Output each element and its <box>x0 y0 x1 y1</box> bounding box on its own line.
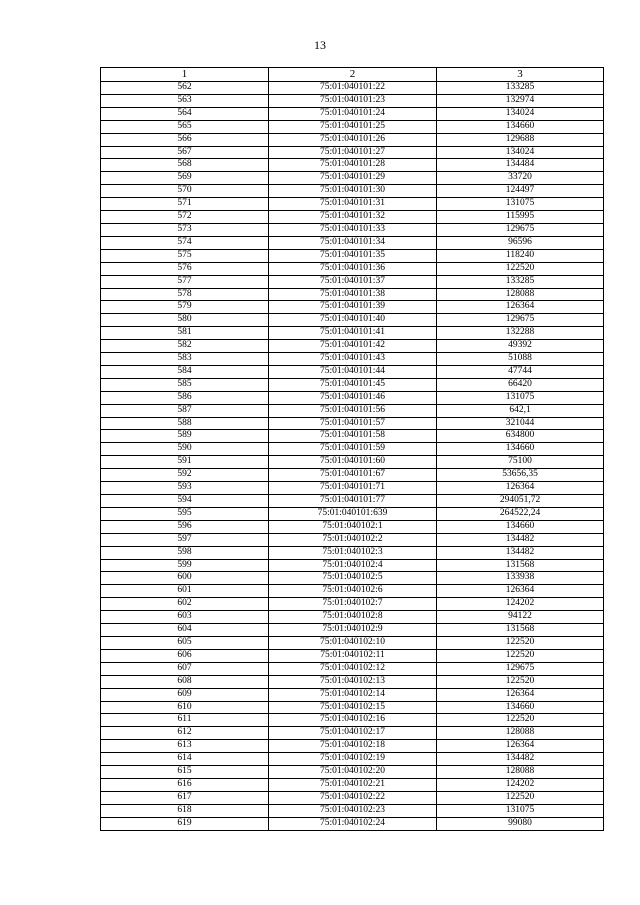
cadastral-number-cell: 75:01:040101:30 <box>269 185 437 198</box>
cadastral-number-cell: 75:01:040102:18 <box>269 740 437 753</box>
value-cell: 122520 <box>437 636 604 649</box>
table-row <box>101 469 604 482</box>
row-number-cell: 613 <box>101 740 269 753</box>
value-cell: 53656,35 <box>437 469 604 482</box>
cadastral-number-cell: 75:01:040101:33 <box>269 223 437 236</box>
table-row <box>101 649 604 662</box>
table-row <box>101 456 604 469</box>
table-row <box>101 185 604 198</box>
table-row <box>101 275 604 288</box>
cadastral-number-cell: 75:01:040101:25 <box>269 120 437 133</box>
table-row <box>101 327 604 340</box>
row-number-cell: 588 <box>101 417 269 430</box>
cadastral-number-cell: 75:01:040102:15 <box>269 701 437 714</box>
cadastral-number-cell: 75:01:040101:26 <box>269 133 437 146</box>
value-cell: 129675 <box>437 662 604 675</box>
value-cell: 115995 <box>437 211 604 224</box>
table-row <box>101 727 604 740</box>
cadastral-number-cell: 75:01:040102:24 <box>269 817 437 830</box>
cadastral-number-cell: 75:01:040102:21 <box>269 778 437 791</box>
table-row <box>101 662 604 675</box>
cadastral-number-cell: 75:01:040102:19 <box>269 753 437 766</box>
value-cell: 294051,72 <box>437 495 604 508</box>
value-cell: 129675 <box>437 314 604 327</box>
row-number-cell: 586 <box>101 391 269 404</box>
value-cell: 66420 <box>437 378 604 391</box>
row-number-cell: 619 <box>101 817 269 830</box>
table-row <box>101 443 604 456</box>
row-number-cell: 567 <box>101 146 269 159</box>
row-number-cell: 562 <box>101 82 269 95</box>
table-row <box>101 546 604 559</box>
row-number-cell: 618 <box>101 804 269 817</box>
table-row <box>101 314 604 327</box>
row-number-cell: 605 <box>101 636 269 649</box>
cadastral-number-cell: 75:01:040102:10 <box>269 636 437 649</box>
row-number-cell: 617 <box>101 791 269 804</box>
value-cell: 132974 <box>437 94 604 107</box>
value-cell: 133938 <box>437 572 604 585</box>
table-row <box>101 701 604 714</box>
row-number-cell: 563 <box>101 94 269 107</box>
row-number-cell: 585 <box>101 378 269 391</box>
data-table <box>100 67 604 831</box>
table-row <box>101 585 604 598</box>
cadastral-number-cell: 75:01:040101:37 <box>269 275 437 288</box>
cadastral-number-cell: 75:01:040102:4 <box>269 559 437 572</box>
cadastral-number-cell: 75:01:040102:23 <box>269 804 437 817</box>
table-row <box>101 159 604 172</box>
value-cell: 75100 <box>437 456 604 469</box>
table-row <box>101 533 604 546</box>
value-cell: 134660 <box>437 520 604 533</box>
cadastral-number-cell: 75:01:040101:28 <box>269 159 437 172</box>
table-row <box>101 598 604 611</box>
table-row <box>101 340 604 353</box>
table-row <box>101 365 604 378</box>
row-number-cell: 573 <box>101 223 269 236</box>
table-row <box>101 482 604 495</box>
table-row <box>101 804 604 817</box>
table-row <box>101 417 604 430</box>
cadastral-number-cell: 75:01:040101:45 <box>269 378 437 391</box>
cadastral-number-cell: 75:01:040101:24 <box>269 107 437 120</box>
row-number-cell: 582 <box>101 340 269 353</box>
table-body <box>101 82 604 831</box>
table-row <box>101 688 604 701</box>
table-row <box>101 236 604 249</box>
value-cell: 96596 <box>437 236 604 249</box>
row-number-cell: 583 <box>101 353 269 366</box>
value-cell: 131075 <box>437 391 604 404</box>
cadastral-number-cell: 75:01:040102:1 <box>269 520 437 533</box>
value-cell: 134024 <box>437 107 604 120</box>
cadastral-number-cell: 75:01:040101:77 <box>269 495 437 508</box>
cadastral-number-cell: 75:01:040101:34 <box>269 236 437 249</box>
row-number-cell: 574 <box>101 236 269 249</box>
table-row <box>101 223 604 236</box>
table-row <box>101 636 604 649</box>
value-cell: 134482 <box>437 533 604 546</box>
cadastral-number-cell: 75:01:040102:16 <box>269 714 437 727</box>
value-cell: 133285 <box>437 82 604 95</box>
row-number-cell: 602 <box>101 598 269 611</box>
row-number-cell: 572 <box>101 211 269 224</box>
cadastral-number-cell: 75:01:040102:3 <box>269 546 437 559</box>
value-cell: 128088 <box>437 727 604 740</box>
row-number-cell: 576 <box>101 262 269 275</box>
value-cell: 128088 <box>437 766 604 779</box>
value-cell: 133285 <box>437 275 604 288</box>
table-row <box>101 520 604 533</box>
value-cell: 131075 <box>437 198 604 211</box>
value-cell: 122520 <box>437 649 604 662</box>
table-row <box>101 94 604 107</box>
value-cell: 122520 <box>437 675 604 688</box>
row-number-cell: 564 <box>101 107 269 120</box>
row-number-cell: 596 <box>101 520 269 533</box>
page-number: 13 <box>314 38 326 52</box>
row-number-cell: 565 <box>101 120 269 133</box>
value-cell: 134660 <box>437 120 604 133</box>
value-cell: 134660 <box>437 443 604 456</box>
value-cell: 134482 <box>437 546 604 559</box>
table-row <box>101 430 604 443</box>
table-row <box>101 817 604 830</box>
table-row <box>101 675 604 688</box>
cadastral-number-cell: 75:01:040101:44 <box>269 365 437 378</box>
row-number-cell: 593 <box>101 482 269 495</box>
cadastral-number-cell: 75:01:040101:29 <box>269 172 437 185</box>
row-number-cell: 589 <box>101 430 269 443</box>
row-number-cell: 575 <box>101 249 269 262</box>
cadastral-number-cell: 75:01:040101:27 <box>269 146 437 159</box>
table-row <box>101 249 604 262</box>
cadastral-number-cell: 75:01:040101:23 <box>269 94 437 107</box>
table-row <box>101 353 604 366</box>
cadastral-number-cell: 75:01:040101:40 <box>269 314 437 327</box>
row-number-cell: 571 <box>101 198 269 211</box>
table-row <box>101 611 604 624</box>
row-number-cell: 608 <box>101 675 269 688</box>
value-cell: 126364 <box>437 688 604 701</box>
row-number-cell: 595 <box>101 507 269 520</box>
cadastral-number-cell: 75:01:040102:2 <box>269 533 437 546</box>
value-cell: 49392 <box>437 340 604 353</box>
row-number-cell: 603 <box>101 611 269 624</box>
value-cell: 99080 <box>437 817 604 830</box>
row-number-cell: 612 <box>101 727 269 740</box>
row-number-cell: 590 <box>101 443 269 456</box>
row-number-cell: 600 <box>101 572 269 585</box>
table-row <box>101 172 604 185</box>
row-number-cell: 610 <box>101 701 269 714</box>
value-cell: 126364 <box>437 301 604 314</box>
row-number-cell: 584 <box>101 365 269 378</box>
value-cell: 33720 <box>437 172 604 185</box>
value-cell: 128088 <box>437 288 604 301</box>
value-cell: 131568 <box>437 624 604 637</box>
row-number-cell: 568 <box>101 159 269 172</box>
table-row <box>101 288 604 301</box>
value-cell: 126364 <box>437 585 604 598</box>
cadastral-number-cell: 75:01:040102:17 <box>269 727 437 740</box>
table-row <box>101 146 604 159</box>
cadastral-number-cell: 75:01:040102:22 <box>269 791 437 804</box>
value-cell: 126364 <box>437 482 604 495</box>
value-cell: 321044 <box>437 417 604 430</box>
row-number-cell: 569 <box>101 172 269 185</box>
cadastral-number-cell: 75:01:040101:35 <box>269 249 437 262</box>
cadastral-number-cell: 75:01:040102:5 <box>269 572 437 585</box>
cadastral-number-cell: 75:01:040102:11 <box>269 649 437 662</box>
cadastral-number-cell: 75:01:040102:9 <box>269 624 437 637</box>
cadastral-number-cell: 75:01:040101:22 <box>269 82 437 95</box>
row-number-cell: 611 <box>101 714 269 727</box>
row-number-cell: 579 <box>101 301 269 314</box>
cadastral-number-cell: 75:01:040101:38 <box>269 288 437 301</box>
value-cell: 124497 <box>437 185 604 198</box>
value-cell: 132288 <box>437 327 604 340</box>
value-cell: 134482 <box>437 753 604 766</box>
table-row <box>101 301 604 314</box>
row-number-cell: 594 <box>101 495 269 508</box>
table-row <box>101 753 604 766</box>
value-cell: 134660 <box>437 701 604 714</box>
table-row <box>101 82 604 95</box>
cadastral-number-cell: 75:01:040101:56 <box>269 404 437 417</box>
row-number-cell: 599 <box>101 559 269 572</box>
column-header-1: 1 <box>101 68 269 82</box>
table-row <box>101 778 604 791</box>
table-row <box>101 766 604 779</box>
row-number-cell: 587 <box>101 404 269 417</box>
cadastral-number-cell: 75:01:040101:32 <box>269 211 437 224</box>
value-cell: 122520 <box>437 791 604 804</box>
row-number-cell: 609 <box>101 688 269 701</box>
row-number-cell: 570 <box>101 185 269 198</box>
cadastral-number-cell: 75:01:040101:58 <box>269 430 437 443</box>
cadastral-number-cell: 75:01:040101:36 <box>269 262 437 275</box>
value-cell: 122520 <box>437 262 604 275</box>
cadastral-number-cell: 75:01:040102:14 <box>269 688 437 701</box>
cadastral-number-cell: 75:01:040101:46 <box>269 391 437 404</box>
row-number-cell: 615 <box>101 766 269 779</box>
cadastral-number-cell: 75:01:040101:67 <box>269 469 437 482</box>
value-cell: 118240 <box>437 249 604 262</box>
table-row <box>101 559 604 572</box>
row-number-cell: 616 <box>101 778 269 791</box>
table-row <box>101 107 604 120</box>
row-number-cell: 606 <box>101 649 269 662</box>
row-number-cell: 607 <box>101 662 269 675</box>
value-cell: 47744 <box>437 365 604 378</box>
row-number-cell: 566 <box>101 133 269 146</box>
table-row <box>101 211 604 224</box>
value-cell: 131075 <box>437 804 604 817</box>
value-cell: 94122 <box>437 611 604 624</box>
cadastral-number-cell: 75:01:040101:59 <box>269 443 437 456</box>
column-header-3: 3 <box>437 68 604 82</box>
value-cell: 642,1 <box>437 404 604 417</box>
cadastral-number-cell: 75:01:040101:39 <box>269 301 437 314</box>
cadastral-number-cell: 75:01:040102:8 <box>269 611 437 624</box>
cadastral-number-cell: 75:01:040102:6 <box>269 585 437 598</box>
value-cell: 134024 <box>437 146 604 159</box>
row-number-cell: 578 <box>101 288 269 301</box>
row-number-cell: 614 <box>101 753 269 766</box>
row-number-cell: 604 <box>101 624 269 637</box>
table-row <box>101 198 604 211</box>
cadastral-number-cell: 75:01:040102:13 <box>269 675 437 688</box>
row-number-cell: 581 <box>101 327 269 340</box>
table-row <box>101 624 604 637</box>
cadastral-number-cell: 75:01:040101:60 <box>269 456 437 469</box>
cadastral-number-cell: 75:01:040101:639 <box>269 507 437 520</box>
table-header <box>101 68 604 82</box>
value-cell: 634800 <box>437 430 604 443</box>
value-cell: 129675 <box>437 223 604 236</box>
value-cell: 131568 <box>437 559 604 572</box>
row-number-cell: 580 <box>101 314 269 327</box>
table-row <box>101 378 604 391</box>
cadastral-number-cell: 75:01:040102:12 <box>269 662 437 675</box>
table-row <box>101 507 604 520</box>
table-row <box>101 572 604 585</box>
row-number-cell: 577 <box>101 275 269 288</box>
row-number-cell: 591 <box>101 456 269 469</box>
row-number-cell: 598 <box>101 546 269 559</box>
table-row <box>101 495 604 508</box>
value-cell: 134484 <box>437 159 604 172</box>
value-cell: 264522,24 <box>437 507 604 520</box>
cadastral-number-cell: 75:01:040101:43 <box>269 353 437 366</box>
cadastral-number-cell: 75:01:040102:20 <box>269 766 437 779</box>
table-row <box>101 791 604 804</box>
table-row <box>101 262 604 275</box>
header-row <box>101 68 604 82</box>
value-cell: 124202 <box>437 598 604 611</box>
cadastral-number-cell: 75:01:040101:31 <box>269 198 437 211</box>
table-row <box>101 404 604 417</box>
table-row <box>101 391 604 404</box>
table-row <box>101 133 604 146</box>
value-cell: 51088 <box>437 353 604 366</box>
value-cell: 129688 <box>437 133 604 146</box>
table-row <box>101 714 604 727</box>
cadastral-number-cell: 75:01:040102:7 <box>269 598 437 611</box>
row-number-cell: 601 <box>101 585 269 598</box>
cadastral-number-cell: 75:01:040101:41 <box>269 327 437 340</box>
table-row <box>101 740 604 753</box>
cadastral-number-cell: 75:01:040101:71 <box>269 482 437 495</box>
value-cell: 122520 <box>437 714 604 727</box>
row-number-cell: 597 <box>101 533 269 546</box>
column-header-2: 2 <box>269 68 437 82</box>
table-row <box>101 120 604 133</box>
row-number-cell: 592 <box>101 469 269 482</box>
cadastral-number-cell: 75:01:040101:42 <box>269 340 437 353</box>
value-cell: 126364 <box>437 740 604 753</box>
cadastral-number-cell: 75:01:040101:57 <box>269 417 437 430</box>
value-cell: 124202 <box>437 778 604 791</box>
